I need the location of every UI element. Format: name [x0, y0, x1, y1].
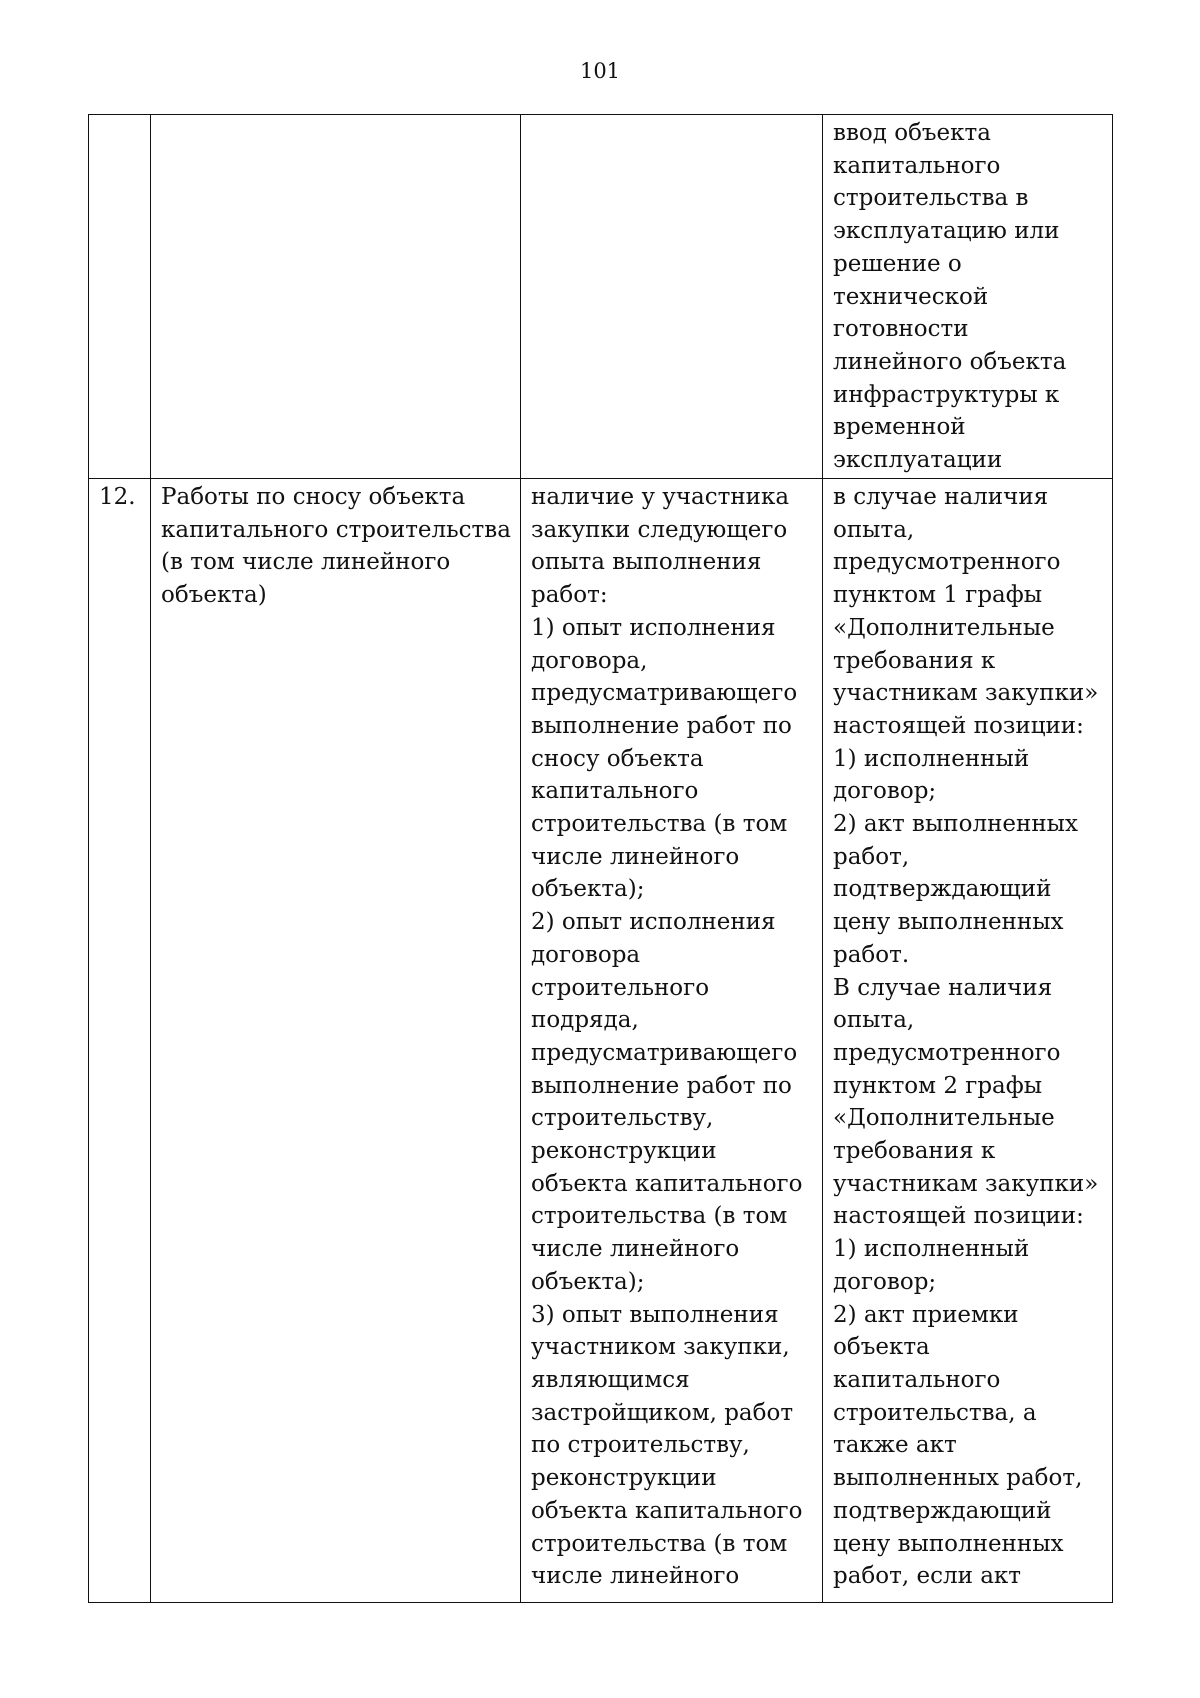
cell-text-line: настоящей позиции: [833, 1203, 1084, 1230]
cell-text-line: инфраструктуры к [833, 381, 1060, 408]
cell-text-line: выполненных работ, [833, 1465, 1083, 1492]
cell-text-line: технической [833, 283, 989, 310]
cell-text-line: выполнение работ по [531, 1072, 792, 1099]
cell-text-line: предусмотренного [833, 1039, 1061, 1066]
cell-text-line: 1) опыт исполнения [531, 614, 776, 641]
cell-text-line: строительного [531, 974, 710, 1001]
cell-text-line: предусматривающего [531, 680, 798, 707]
cell-text-line: требования к [833, 647, 996, 674]
cell-text-line: ввод объекта [833, 120, 991, 146]
cell-text-line: объекта); [531, 1268, 645, 1295]
cell-text-line: застройщиком, работ [531, 1399, 794, 1426]
requirements-cell [521, 115, 823, 479]
cell-text-line: являющимся [531, 1366, 690, 1393]
cell-text-line: готовности [833, 316, 969, 343]
cell-text-line: строительства (в том [531, 811, 788, 838]
cell-text-line: 3) опыт выполнения [531, 1301, 779, 1328]
cell-text-line: 1) исполненный [833, 1236, 1030, 1263]
cell-text-line: пунктом 1 графы [833, 582, 1043, 609]
cell-text-line: капитального [833, 1366, 1001, 1393]
cell-text-line: объекта); [531, 876, 645, 903]
cell-text-line: Работы по сносу объекта [161, 484, 466, 510]
cell-text-line: объекта) [161, 582, 267, 609]
cell-text-line: также акт [833, 1432, 957, 1459]
cell-text-line: в случае наличия [833, 484, 1049, 510]
cell-text-line: числе линейного [531, 1236, 740, 1263]
cell-text-line: (в том числе линейного [161, 549, 451, 576]
cell-text-line: объекта капитального [531, 1497, 803, 1524]
cell-text-line: опыта, [833, 516, 915, 543]
cell-text-line: цену выполненных [833, 909, 1064, 936]
requirements-table [88, 114, 1113, 1603]
page-number: 101 [579, 59, 621, 83]
requirements-cell [521, 479, 823, 1603]
cell-text-line: участником закупки, [531, 1334, 790, 1361]
cell-text-line: объекта [833, 1334, 930, 1361]
cell-text-line: эксплуатации [833, 447, 1003, 474]
cell-text-line: 2) опыт исполнения [531, 909, 776, 936]
cell-text-line: работ, [833, 843, 910, 870]
cell-text-line: реконструкции [531, 1138, 717, 1165]
documents-cell [823, 115, 1113, 479]
cell-text-line: закупки следующего [531, 516, 788, 543]
cell-text-line: выполнение работ по [531, 712, 792, 739]
cell-text-line: строительства, а [833, 1399, 1037, 1426]
cell-text-line: капитального [531, 778, 699, 805]
cell-text-line: требования к [833, 1138, 996, 1165]
cell-text-line: работ: [531, 582, 608, 609]
cell-text-line: наличие у участника [531, 484, 790, 510]
cell-text-line: В случае наличия [833, 974, 1053, 1001]
cell-text-line: 2) акт выполненных [833, 811, 1078, 838]
cell-text-line: опыта, [833, 1007, 915, 1034]
cell-text-line: числе линейного [531, 843, 740, 870]
cell-text-line: подтверждающий [833, 1497, 1052, 1524]
cell-text-line: предусматривающего [531, 1039, 798, 1066]
cell-text-line: «Дополнительные [833, 1105, 1055, 1132]
cell-text-line: цену выполненных [833, 1530, 1064, 1557]
cell-text-line: работ, если акт [833, 1563, 1022, 1590]
table-row [89, 479, 1113, 1603]
cell-text-line: предусмотренного [833, 549, 1061, 576]
cell-text-line: сносу объекта [531, 745, 704, 772]
cell-text-line: договора, [531, 647, 648, 674]
cell-text-line: эксплуатацию или [833, 218, 1060, 245]
work-name-cell [151, 115, 521, 479]
cell-text-line: числе линейного [531, 1563, 740, 1590]
cell-text-line: строительства в [833, 185, 1029, 212]
cell-text-line: реконструкции [531, 1465, 717, 1492]
row-number-cell [89, 115, 151, 479]
cell-text-line: капитального строительства [161, 516, 511, 543]
cell-text-line: строительства (в том [531, 1530, 788, 1557]
work-name-cell [151, 479, 521, 1603]
row-number-cell: 12. [89, 479, 151, 1603]
cell-text-line: временной [833, 414, 966, 441]
cell-text-line: объекта капитального [531, 1170, 803, 1197]
cell-text-line: участникам закупки» [833, 680, 1099, 707]
cell-text-line: по строительству, [531, 1432, 750, 1459]
cell-text-line: работ. [833, 941, 910, 968]
cell-text-line: подтверждающий [833, 876, 1052, 903]
cell-text-line: решение о [833, 250, 962, 277]
cell-text-line: строительства (в том [531, 1203, 788, 1230]
cell-text-line: 1) исполненный [833, 745, 1030, 772]
cell-text-line: линейного объекта [833, 348, 1067, 375]
cell-text-line: пунктом 2 графы [833, 1072, 1043, 1099]
cell-text-line: подряда, [531, 1007, 639, 1034]
cell-text-line: участникам закупки» [833, 1170, 1099, 1197]
cell-text-line: капитального [833, 152, 1001, 179]
cell-text-line: строительству, [531, 1105, 714, 1132]
cell-text-line: опыта выполнения [531, 549, 762, 576]
cell-text-line: 2) акт приемки [833, 1301, 1019, 1328]
cell-text-line: договор; [833, 1268, 937, 1295]
documents-cell [823, 479, 1113, 1603]
cell-text-line: договор; [833, 778, 937, 805]
cell-text-line: договора [531, 941, 641, 968]
cell-text-line: настоящей позиции: [833, 712, 1084, 739]
cell-text-line: «Дополнительные [833, 614, 1055, 641]
table-row [89, 115, 1113, 479]
